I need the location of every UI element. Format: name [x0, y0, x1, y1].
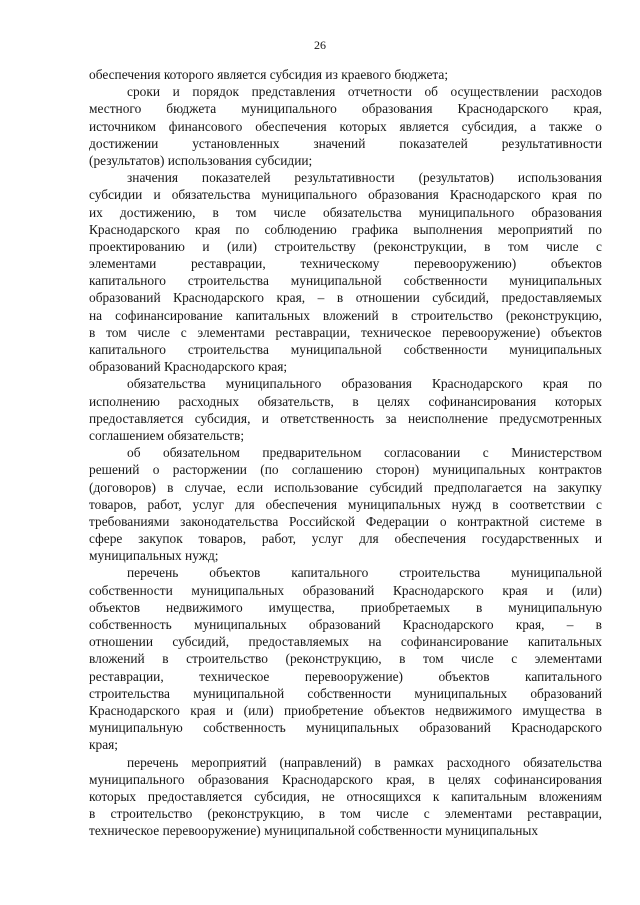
text-line: реставрации, техническое перевооружение) объектов капитального — [89, 668, 602, 684]
text-line: субсидии и обязательства муниципального образования Краснодарского края по — [89, 187, 602, 203]
text-line: вложений в строительство (реконструкцию, в том числе с элементами — [89, 651, 602, 667]
page-number: 26 — [314, 38, 326, 52]
text-line: сроки и порядок представления отчетности об осуществлении расходов — [127, 84, 602, 100]
text-line: муниципальных нужд; — [89, 548, 219, 564]
text-line: соглашением обязательств; — [89, 427, 245, 443]
text-line: в строительство (реконструкцию, в том числе с элементами реставрации, — [89, 806, 602, 822]
text-line: источником финансового обеспечения которых является субсидия, а также о — [89, 118, 602, 134]
text-line: отношении субсидий, предоставляемых на софинансирование капитальных — [89, 634, 602, 650]
paragraph — [89, 66, 602, 83]
text-line: капитального строительства муниципальной собственности муниципальных — [89, 273, 602, 289]
text-line: объектов недвижимого имущества, приобретаемых в муниципальную — [89, 599, 602, 615]
text-line: которых предоставляется субсидия, не относящихся к капитальным вложениям — [89, 788, 602, 804]
text-line: проектированию и (или) строительству (реконструкции, в том числе с — [89, 238, 602, 254]
document-body — [89, 66, 602, 839]
text-line: капитального строительства муниципальной собственности муниципальных — [89, 342, 602, 357]
text-line: местного бюджета муниципального образования Краснодарского края, — [89, 101, 602, 117]
text-line: перечень мероприятий (направлений) в рамках расходного обязательства — [127, 754, 602, 770]
text-line: элементами реставрации, техническому перевооружению) объектов — [89, 256, 602, 272]
text-line: муниципальную собственность муниципальных образований Краснодарского — [89, 720, 602, 736]
text-line: об обязательном предварительном согласовании с Министерством — [127, 445, 602, 461]
text-line: в том числе с элементами реставрации, техническое перевооружение) объектов — [89, 324, 602, 340]
text-line: товаров, работ, услуг для обеспечения муниципальных нужд в соответствии с — [89, 496, 602, 512]
text-line: образований Краснодарского края, – в отношении субсидий, предоставляемых — [89, 290, 602, 306]
text-line: Краснодарского края по соблюдению графика выполнения мероприятий по — [89, 221, 602, 237]
text-line: исполнению расходных обязательств, в целях софинансирования которых — [89, 393, 602, 409]
paragraph — [89, 375, 602, 444]
text-line: решений о расторжении (по соглашению сторон) муниципальных контрактов — [89, 462, 602, 478]
text-line: (результатов) использования субсидии; — [89, 152, 313, 168]
text-line: достижении установленных значений показателей результативности — [89, 135, 602, 151]
text-line: (договоров) в случае, если использование субсидий предполагается на закупку — [89, 479, 602, 495]
text-line: собственность муниципальных образований Краснодарского края, – в — [89, 617, 602, 632]
text-line: строительства муниципальной собственности муниципальных образований — [89, 685, 602, 701]
text-line: на софинансирование капитальных вложений в строительство (реконструкцию, — [89, 307, 602, 323]
text-line: обеспечения которого является субсидия из краевого бюджета; — [89, 67, 449, 82]
paragraph — [89, 754, 602, 840]
text-line: муниципального образования Краснодарского края, в целях софинансирования — [89, 771, 602, 787]
text-line: края; — [89, 737, 119, 753]
paragraph — [89, 83, 602, 169]
paragraph — [89, 444, 602, 564]
text-line: их достижению, в том числе обязательства муниципального образования — [89, 204, 602, 220]
text-line: сфере закупок товаров, работ, услуг для обеспечения государственных и — [89, 531, 602, 547]
paragraph — [89, 169, 602, 375]
paragraph — [89, 564, 602, 753]
text-line: техническое перевооружение) муниципальной собственности муниципальных — [89, 823, 539, 839]
text-line: требованиями законодательства Российской Федерации о контрактной системе в — [89, 513, 602, 529]
text-line: собственности муниципальных образований Краснодарского края и (или) — [89, 582, 602, 598]
text-line: предоставляется субсидия, и ответственность за неисполнение предусмотренных — [89, 410, 602, 426]
text-line: Краснодарского края и (или) приобретение объектов недвижимого имущества в — [89, 702, 602, 718]
text-line: значения показателей результативности (результатов) использования — [127, 170, 602, 186]
text-line: обязательства муниципального образования Краснодарского края по — [127, 376, 602, 392]
text-line: образований Краснодарского края; — [89, 359, 288, 375]
text-line: перечень объектов капитального строительства муниципальной — [127, 565, 602, 581]
